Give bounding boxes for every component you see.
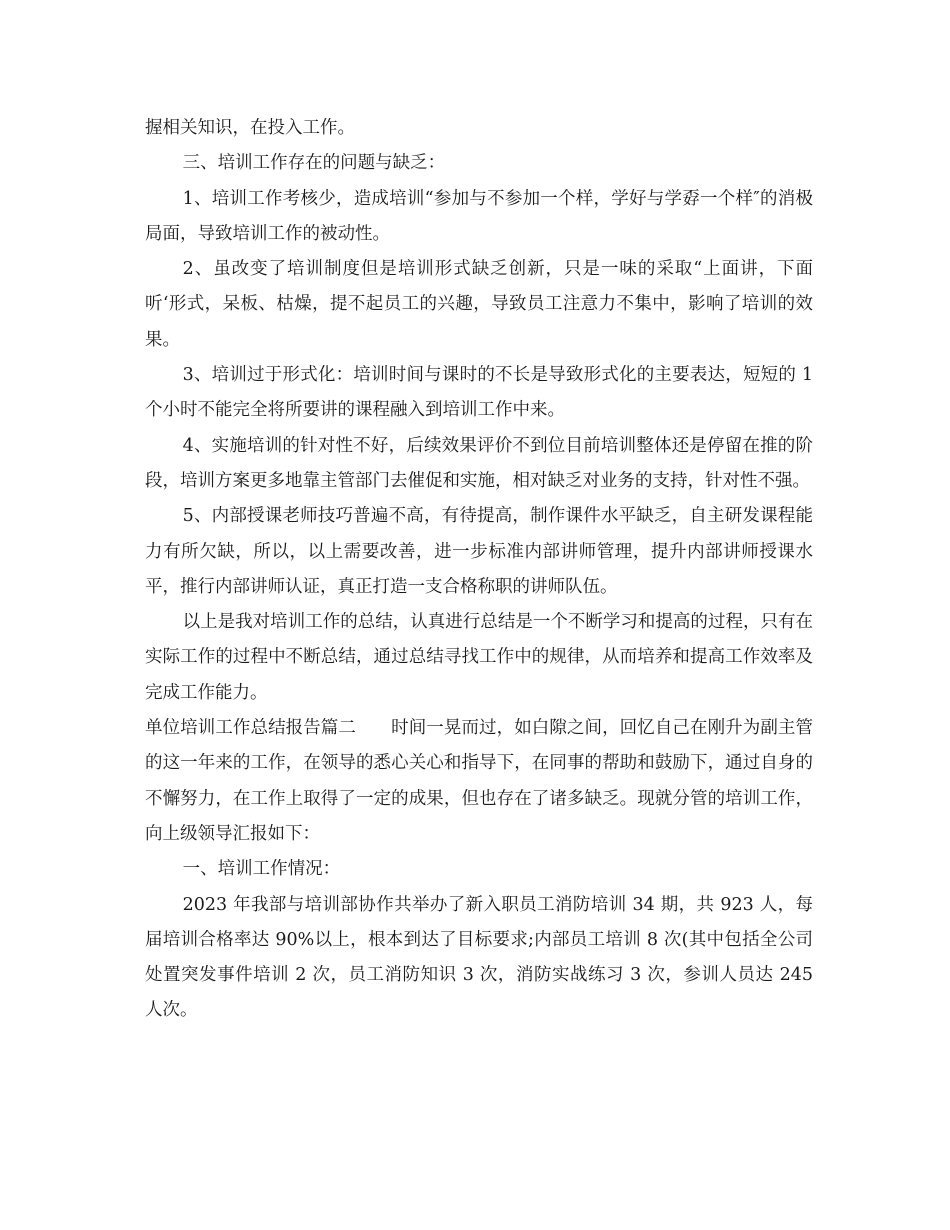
document-body [145, 111, 813, 1029]
paragraph-training-stats: 2023 年我部与培训部协作共举办了新入职员工消防培训 34 期，共 923 人，每届培训合格率达 90%以上，根本到达了目标要求;内部员工培训 8 次(其中包括全公司处置突发事件培训 2 次，员工消防知识 3 次，消防实战练习 3 次，参训人员达 245 人次。 [145, 894, 813, 1021]
paragraph-problem-3: 3、培训过于形式化：培训时间与课时的不长是导致形式化的主要表达，短短的 1 个小时不能完全将所要讲的课程融入到培训工作中来。 [145, 365, 813, 421]
paragraph-problem-1: 1、培训工作考核少，造成培训“参加与不参加一个样，学好与学孬一个样″的消极局面，导致培训工作的被动性。 [145, 188, 813, 244]
paragraph-continuation: 握相关知识，在投入工作。 [145, 118, 355, 138]
paragraph-problem-2: 2、虽改变了培训制度但是培训形式缺乏创新，只是一味的采取“上面讲，下面听‘形式，呆板、枯燥，提不起员工的兴趣，导致员工注意力不集中，影响了培训的效果。 [145, 259, 813, 350]
paragraph-problem-4: 4、实施培训的针对性不好，后续效果评价不到位目前培训整体还是停留在推的阶段，培训方案更多地靠主管部门去催促和实施，相对缺乏对业务的支持，针对性不强。 [145, 435, 813, 491]
paragraph-problem-5: 5、内部授课老师技巧普遍不高，有待提高，制作课件水平缺乏，自主研发课程能力有所欠缺，所以，以上需要改善，进一步标准内部讲师管理，提升内部讲师授课水平，推行内部讲师认证，真正打造一支合格称职的讲师队伍。 [145, 506, 813, 597]
section-heading-problems: 三、培训工作存在的问题与缺乏： [182, 153, 446, 174]
paragraph-conclusion: 以上是我对培训工作的总结，认真进行总结是一个不断学习和提高的过程，只有在实际工作的过程中不断总结，通过总结寻找工作中的规律，从而培养和提高工作效率及完成工作能力。 [145, 612, 813, 703]
paragraph-report-two-intro: 单位培训工作总结报告篇二 时间一晃而过，如白隙之间，回忆自己在刚升为副主管的这一年来的工作，在领导的悉心关心和指导下，在同事的帮助和鼓励下，通过自身的不懈努力，在工作上取得了一定的成果，但也存在了诸多缺乏。现就分管的培训工作，向上级领导汇报如下： [145, 718, 813, 844]
section-heading-training-status: 一、培训工作情况： [182, 859, 341, 880]
